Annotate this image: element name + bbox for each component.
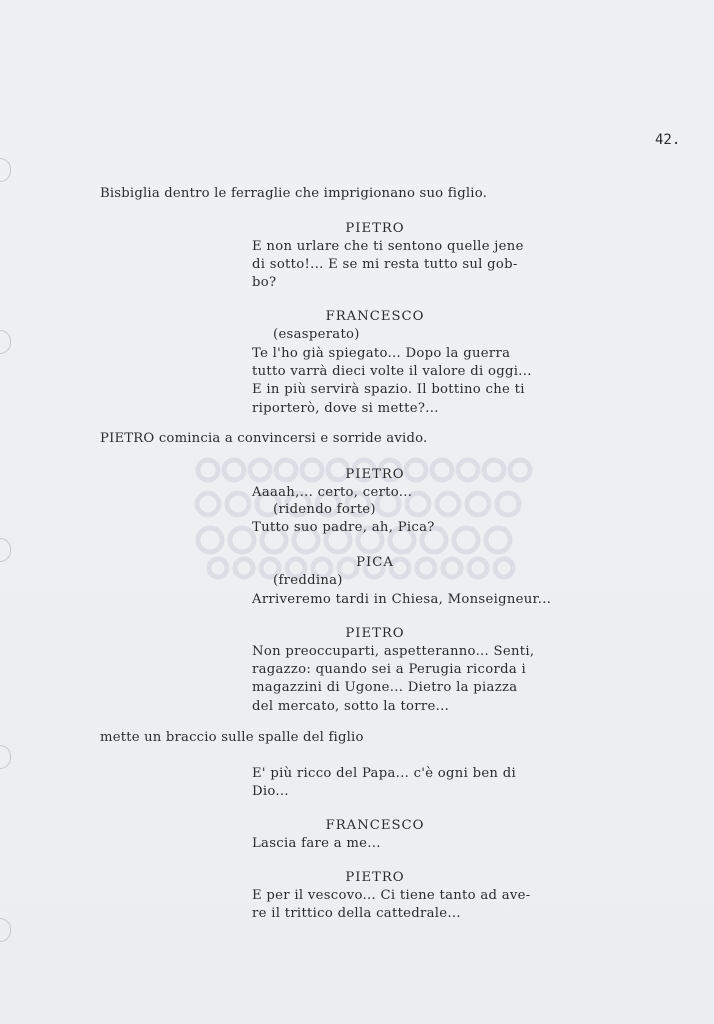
dialogue-line: di sotto!... E se mi resta tutto sul gob- — [252, 257, 518, 273]
dialogue-line: Dio... — [252, 784, 289, 800]
dialogue-line: re il trittico della cattedrale... — [252, 906, 461, 922]
character-name: PICA — [356, 555, 394, 570]
dialogue-line: E non urlare che ti sentono quelle jene — [252, 239, 524, 254]
character-name: PIETRO — [345, 221, 405, 236]
parenthetical: (esasperato) — [273, 327, 360, 342]
character-name: FRANCESCO — [325, 309, 425, 324]
parenthetical: (ridendo forte) — [273, 502, 376, 517]
stage-direction: mette un braccio sulle spalle del figlio — [100, 730, 364, 745]
character-name: PIETRO — [345, 626, 405, 641]
dialogue-line: riporterò, dove si mette?... — [252, 400, 439, 416]
dialogue-line: E in più servirà spazio. Il bottino che ti — [252, 382, 525, 398]
dialogue — [252, 484, 412, 502]
dialogue-line: Arriveremo tardi in Chiesa, Monseigneur... — [252, 592, 552, 607]
dialogue-line: Tutto suo padre, ah, Pica? — [252, 520, 435, 535]
punch-hole — [0, 330, 11, 354]
dialogue-line: magazzini di Ugone... Dietro la piazza — [252, 680, 518, 696]
stage-direction: PIETRO comincia a convincersi e sorride avido. — [100, 431, 428, 446]
character-name: PIETRO — [345, 467, 405, 482]
dialogue-line: ragazzo: quando sei a Perugia ricorda i — [252, 662, 527, 678]
dialogue-line: tutto varrà dieci volte il valore di oggi... — [252, 364, 532, 380]
stage-direction: Bisbiglia dentro le ferraglie che imprigionano suo figlio. — [100, 186, 487, 201]
dialogue — [252, 835, 381, 853]
dialogue-line: Aaaah,... certo, certo... — [252, 485, 413, 500]
character-name: PIETRO — [345, 870, 405, 885]
dialogue-line: E per il vescovo... Ci tiene tanto ad ave- — [252, 888, 531, 903]
dialogue — [252, 591, 551, 609]
dialogue-line: bo? — [252, 275, 277, 291]
dialogue-line: Non preoccuparti, aspetteranno... Senti, — [252, 644, 535, 659]
dialogue — [252, 765, 516, 801]
page-number: 42. — [655, 132, 681, 148]
dialogue — [252, 643, 534, 716]
dialogue — [252, 887, 531, 923]
dialogue-line: E' più ricco del Papa... c'è ogni ben di — [252, 766, 516, 781]
character-name: FRANCESCO — [325, 818, 425, 833]
dialogue-line: Lascia fare a me... — [252, 836, 381, 851]
dialogue-line: Te l'ho già spiegato... Dopo la guerra — [252, 346, 511, 361]
dialogue — [252, 345, 532, 418]
dialogue — [252, 238, 524, 293]
punch-hole — [0, 158, 11, 182]
dialogue — [252, 519, 435, 537]
punch-hole — [0, 918, 11, 942]
punch-hole — [0, 538, 11, 562]
punch-hole — [0, 745, 11, 769]
parenthetical: (freddina) — [273, 573, 343, 588]
dialogue-line: del mercato, sotto la torre... — [252, 698, 450, 714]
